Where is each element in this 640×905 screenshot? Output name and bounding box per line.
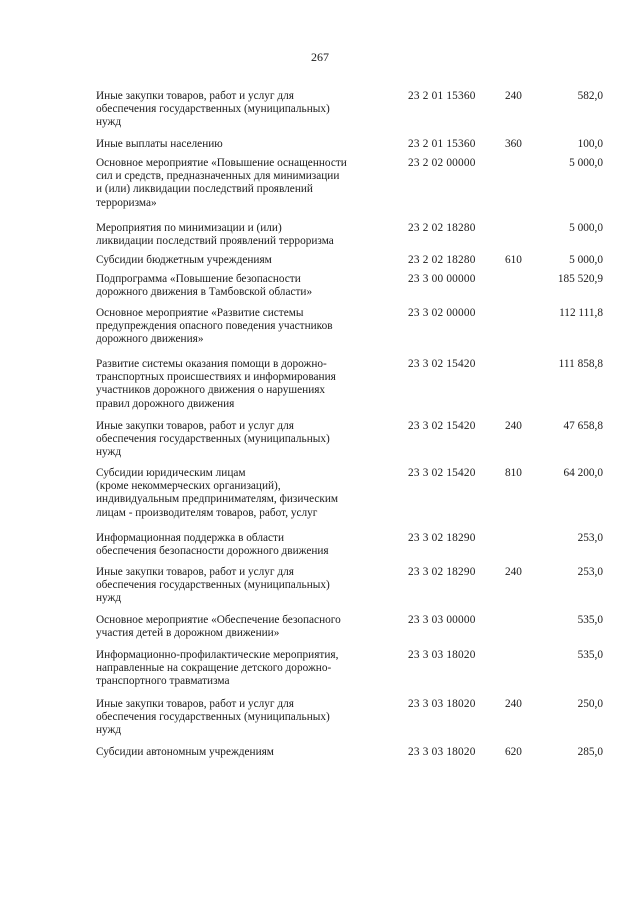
row-code: 23 2 02 18280 [408,222,476,234]
row-amount: 250,0 [577,698,603,710]
row-code: 23 3 00 00000 [408,273,476,285]
row-code: 23 3 02 15420 [408,358,476,370]
row-expense-type: 610 [505,254,522,266]
row-description: Основное мероприятие «Развитие системы предупреждения опасного поведения участников дорожного движения» [96,307,333,346]
row-description: Иные закупки товаров, работ и услуг для обеспечения государственных (муниципальных) нужд [96,420,330,459]
row-amount: 100,0 [577,138,603,150]
row-amount: 112 111,8 [559,307,603,319]
row-code: 23 3 03 18020 [408,698,476,710]
row-code: 23 3 03 18020 [408,649,476,661]
row-expense-type: 240 [505,420,522,432]
row-code: 23 2 01 15360 [408,138,476,150]
row-description: Подпрограмма «Повышение безопасности дорожного движения в Тамбовской области» [96,273,313,299]
row-code: 23 2 02 18280 [408,254,476,266]
row-amount: 535,0 [577,649,603,661]
row-expense-type: 360 [505,138,522,150]
row-amount: 582,0 [577,90,603,102]
row-amount: 285,0 [577,746,603,758]
row-amount: 47 658,8 [563,420,603,432]
row-expense-type: 810 [505,467,522,479]
row-description: Развитие системы оказания помощи в дорожно- транспортных происшествиях и информирования участников дорожного движения о нарушениях правил дорожного движения [96,358,336,410]
row-code: 23 3 03 00000 [408,614,476,626]
row-amount: 253,0 [577,566,603,578]
row-description: Основное мероприятие «Повышение оснащенности сил и средств, предназначенных для минимизации и (или) ликвидации последствий проявлений терроризма» [96,157,347,209]
row-expense-type: 240 [505,566,522,578]
row-amount: 64 200,0 [563,467,603,479]
row-description: Иные выплаты населению [96,138,223,150]
row-code: 23 3 02 18290 [408,566,476,578]
row-code: 23 3 02 18290 [408,532,476,544]
row-expense-type: 240 [505,90,522,102]
row-code: 23 3 03 18020 [408,746,476,758]
row-code: 23 3 02 15420 [408,467,476,479]
row-description: Субсидии бюджетным учреждениям [96,254,272,266]
row-amount: 185 520,9 [557,273,603,285]
row-description: Иные закупки товаров, работ и услуг для обеспечения государственных (муниципальных) нужд [96,90,330,129]
row-code: 23 2 01 15360 [408,90,476,102]
row-amount: 5 000,0 [569,222,603,234]
row-description: Иные закупки товаров, работ и услуг для обеспечения государственных (муниципальных) нужд [96,566,330,605]
row-code: 23 3 02 00000 [408,307,476,319]
row-description: Основное мероприятие «Обеспечение безопасного участия детей в дорожном движении» [96,614,341,640]
row-expense-type: 240 [505,698,522,710]
row-amount: 5 000,0 [569,254,603,266]
row-description: Субсидии юридическим лицам (кроме некоммерческих организаций), индивидуальным предпринимателям, физическим лицам - производителям товаров, работ, услуг [96,467,339,519]
row-code: 23 2 02 00000 [408,157,476,169]
page-number: 267 [311,50,329,64]
row-code: 23 3 02 15420 [408,420,476,432]
row-amount: 535,0 [577,614,603,626]
row-amount: 253,0 [577,532,603,544]
row-amount: 5 000,0 [569,157,603,169]
row-description: Информационная поддержка в области обеспечения безопасности дорожного движения [96,532,329,558]
row-amount: 111 858,8 [558,358,603,370]
row-description: Мероприятия по минимизации и (или) ликвидации последствий проявлений терроризма [96,222,334,248]
row-description: Иные закупки товаров, работ и услуг для обеспечения государственных (муниципальных) нужд [96,698,330,737]
row-expense-type: 620 [505,746,522,758]
row-description: Субсидии автономным учреждениям [96,746,274,758]
row-description: Информационно-профилактические мероприятия, направленные на сокращение детского дорожно- транспортного травматизма [96,649,339,688]
